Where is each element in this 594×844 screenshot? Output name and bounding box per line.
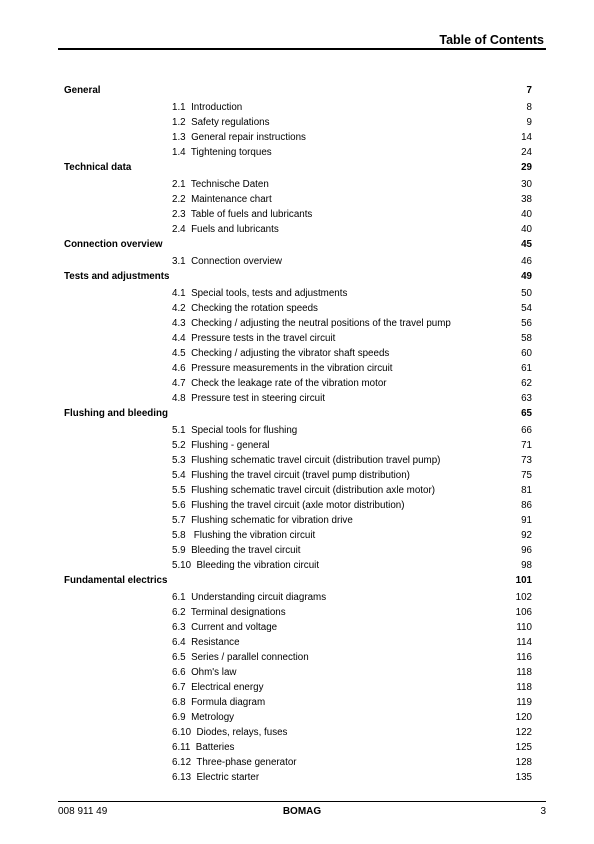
section-title: 5.3 Flushing schematic travel circuit (distribution travel pump) bbox=[172, 455, 441, 466]
toc-page-number: 62 bbox=[521, 378, 532, 389]
toc-page-number: 58 bbox=[521, 333, 532, 344]
section-title: 6.5 Series / parallel connection bbox=[172, 652, 309, 663]
toc-section-row[interactable] bbox=[64, 147, 532, 162]
chapter-title: Flushing and bleeding bbox=[64, 408, 168, 419]
toc-section-row[interactable] bbox=[64, 288, 532, 303]
toc-chapter-row[interactable] bbox=[64, 85, 532, 100]
toc-page-number: 7 bbox=[526, 85, 532, 96]
toc-page-number: 50 bbox=[521, 288, 532, 299]
toc-page-number: 75 bbox=[521, 470, 532, 481]
toc-section-row[interactable] bbox=[64, 667, 532, 682]
section-title: 6.6 Ohm's law bbox=[172, 667, 237, 678]
section-title: 6.10 Diodes, relays, fuses bbox=[172, 727, 288, 738]
toc-page-number: 61 bbox=[521, 363, 532, 374]
toc-page-number: 122 bbox=[515, 727, 532, 738]
section-title: 4.6 Pressure measurements in the vibration circuit bbox=[172, 363, 393, 374]
toc-page-number: 65 bbox=[521, 408, 532, 419]
chapter-title: Fundamental electrics bbox=[64, 575, 168, 586]
chapter-title: General bbox=[64, 85, 101, 96]
section-title: 5.1 Special tools for flushing bbox=[172, 425, 298, 436]
section-title: 5.9 Bleeding the travel circuit bbox=[172, 545, 301, 556]
toc-page-number: 110 bbox=[516, 622, 532, 633]
toc-section-row[interactable] bbox=[64, 622, 532, 637]
toc-section-row[interactable] bbox=[64, 470, 532, 485]
toc-section-row[interactable] bbox=[64, 224, 532, 239]
section-title: 3.1 Connection overview bbox=[172, 256, 283, 267]
toc-section-row[interactable] bbox=[64, 727, 532, 742]
toc-page-number: 71 bbox=[521, 440, 532, 451]
footer-rule bbox=[58, 801, 546, 802]
toc-page-number: 30 bbox=[521, 179, 532, 190]
section-title: 4.5 Checking / adjusting the vibrator shaft speeds bbox=[172, 348, 390, 359]
section-title: 2.4 Fuels and lubricants bbox=[172, 224, 279, 235]
section-title: 6.13 Electric starter bbox=[172, 772, 260, 783]
section-title: 4.7 Check the leakage rate of the vibration motor bbox=[172, 378, 387, 389]
toc-section-row[interactable] bbox=[64, 425, 532, 440]
toc-page-number: 92 bbox=[521, 530, 532, 541]
toc-section-row[interactable] bbox=[64, 209, 532, 224]
section-title: 5.8 Flushing the vibration circuit bbox=[172, 530, 316, 541]
toc-section-row[interactable] bbox=[64, 560, 532, 575]
section-title: 2.2 Maintenance chart bbox=[172, 194, 272, 205]
section-title: 5.5 Flushing schematic travel circuit (distribution axle motor) bbox=[172, 485, 435, 496]
section-title: 5.2 Flushing - general bbox=[172, 440, 270, 451]
toc-page-number: 125 bbox=[515, 742, 532, 753]
toc-section-row[interactable] bbox=[64, 256, 532, 271]
section-title: 5.4 Flushing the travel circuit (travel pump distribution) bbox=[172, 470, 410, 481]
toc-section-row[interactable] bbox=[64, 440, 532, 455]
section-title: 1.3 General repair instructions bbox=[172, 132, 306, 143]
toc-page-number: 106 bbox=[515, 607, 532, 618]
toc-section-row[interactable] bbox=[64, 303, 532, 318]
chapter-title: Tests and adjustments bbox=[64, 271, 170, 282]
toc-chapter-row[interactable] bbox=[64, 408, 532, 423]
toc-page-number: 46 bbox=[521, 256, 532, 267]
toc-page-number: 86 bbox=[521, 500, 532, 511]
toc-page-number: 63 bbox=[521, 393, 532, 404]
toc-section-row[interactable] bbox=[64, 697, 532, 712]
section-title: 1.4 Tightening torques bbox=[172, 147, 272, 158]
toc-section-row[interactable] bbox=[64, 712, 532, 727]
section-title: 6.9 Metrology bbox=[172, 712, 235, 723]
toc-page-number: 135 bbox=[515, 772, 532, 783]
section-title: 6.2 Terminal designations bbox=[172, 607, 286, 618]
section-title: 5.6 Flushing the travel circuit (axle motor distribution) bbox=[172, 500, 405, 511]
toc-section-row[interactable] bbox=[64, 102, 532, 117]
section-title: 4.8 Pressure test in steering circuit bbox=[172, 393, 326, 404]
toc-section-row[interactable] bbox=[64, 637, 532, 652]
toc-section-row[interactable] bbox=[64, 592, 532, 607]
toc-section-row[interactable] bbox=[64, 117, 532, 132]
toc-section-row[interactable] bbox=[64, 682, 532, 697]
toc-section-row[interactable] bbox=[64, 607, 532, 622]
section-title: 6.11 Batteries bbox=[172, 742, 235, 753]
toc-chapter-row[interactable] bbox=[64, 162, 532, 177]
toc-page-number: 101 bbox=[515, 575, 532, 586]
section-title: 6.3 Current and voltage bbox=[172, 622, 278, 633]
page-number: 3 bbox=[540, 806, 546, 817]
section-title: 6.1 Understanding circuit diagrams bbox=[172, 592, 327, 603]
toc-section-row[interactable] bbox=[64, 333, 532, 348]
section-title: 2.1 Technische Daten bbox=[172, 179, 269, 190]
toc-page-number: 60 bbox=[521, 348, 532, 359]
toc-page-number: 116 bbox=[516, 652, 532, 663]
toc-chapter-row[interactable] bbox=[64, 575, 532, 590]
toc-page-number: 38 bbox=[521, 194, 532, 205]
table-of-contents bbox=[64, 85, 532, 787]
header-rule bbox=[58, 48, 546, 50]
section-title: 5.10 Bleeding the vibration circuit bbox=[172, 560, 320, 571]
toc-page-number: 119 bbox=[516, 697, 532, 708]
page-footer bbox=[58, 806, 546, 822]
section-title: 6.4 Resistance bbox=[172, 637, 240, 648]
toc-section-row[interactable] bbox=[64, 757, 532, 772]
toc-page-number: 29 bbox=[521, 162, 532, 173]
section-title: 4.2 Checking the rotation speeds bbox=[172, 303, 318, 314]
toc-section-row[interactable] bbox=[64, 485, 532, 500]
toc-page-number: 40 bbox=[521, 224, 532, 235]
section-title: 5.7 Flushing schematic for vibration drive bbox=[172, 515, 353, 526]
chapter-title: Connection overview bbox=[64, 239, 163, 250]
toc-section-row[interactable] bbox=[64, 378, 532, 393]
toc-section-row[interactable] bbox=[64, 742, 532, 757]
toc-page-number: 81 bbox=[521, 485, 532, 496]
toc-page-number: 24 bbox=[521, 147, 532, 158]
toc-page-number: 91 bbox=[521, 515, 532, 526]
toc-page-number: 118 bbox=[516, 682, 532, 693]
toc-section-row[interactable] bbox=[64, 393, 532, 408]
toc-page-number: 54 bbox=[521, 303, 532, 314]
toc-page-number: 73 bbox=[521, 455, 532, 466]
toc-section-row[interactable] bbox=[64, 652, 532, 667]
toc-page-number: 8 bbox=[526, 102, 532, 113]
toc-page-number: 9 bbox=[526, 117, 532, 128]
toc-section-row[interactable] bbox=[64, 348, 532, 363]
section-title: 4.1 Special tools, tests and adjustments bbox=[172, 288, 348, 299]
toc-section-row[interactable] bbox=[64, 530, 532, 545]
toc-section-row[interactable] bbox=[64, 545, 532, 560]
toc-section-row[interactable] bbox=[64, 179, 532, 194]
toc-section-row[interactable] bbox=[64, 194, 532, 209]
toc-page-number: 14 bbox=[521, 132, 532, 143]
toc-page-number: 128 bbox=[515, 757, 532, 768]
section-title: 6.7 Electrical energy bbox=[172, 682, 264, 693]
section-title: 6.12 Three-phase generator bbox=[172, 757, 297, 768]
page-title: Table of Contents bbox=[439, 33, 544, 47]
toc-chapter-row[interactable] bbox=[64, 271, 532, 286]
toc-chapter-row[interactable] bbox=[64, 239, 532, 254]
toc-page-number: 56 bbox=[521, 318, 532, 329]
toc-page-number: 118 bbox=[516, 667, 532, 678]
toc-section-row[interactable] bbox=[64, 772, 532, 787]
toc-section-row[interactable] bbox=[64, 500, 532, 515]
section-title: 4.3 Checking / adjusting the neutral positions of the travel pump bbox=[172, 318, 451, 329]
toc-page-number: 96 bbox=[521, 545, 532, 556]
chapter-title: Technical data bbox=[64, 162, 132, 173]
section-title: 6.8 Formula diagram bbox=[172, 697, 266, 708]
document-number: 008 911 49 bbox=[58, 806, 108, 817]
toc-page-number: 66 bbox=[521, 425, 532, 436]
toc-page-number: 45 bbox=[521, 239, 532, 250]
toc-page-number: 98 bbox=[521, 560, 532, 571]
toc-page-number: 40 bbox=[521, 209, 532, 220]
toc-section-row[interactable] bbox=[64, 363, 532, 378]
section-title: 4.4 Pressure tests in the travel circuit bbox=[172, 333, 336, 344]
toc-section-row[interactable] bbox=[64, 515, 532, 530]
toc-section-row[interactable] bbox=[64, 132, 532, 147]
toc-section-row[interactable] bbox=[64, 455, 532, 470]
toc-section-row[interactable] bbox=[64, 318, 532, 333]
section-title: 1.2 Safety regulations bbox=[172, 117, 270, 128]
brand-name: BOMAG bbox=[282, 806, 322, 817]
toc-page-number: 102 bbox=[515, 592, 532, 603]
toc-page-number: 49 bbox=[521, 271, 532, 282]
section-title: 2.3 Table of fuels and lubricants bbox=[172, 209, 313, 220]
section-title: 1.1 Introduction bbox=[172, 102, 243, 113]
toc-page-number: 120 bbox=[515, 712, 532, 723]
toc-page-number: 114 bbox=[516, 637, 532, 648]
